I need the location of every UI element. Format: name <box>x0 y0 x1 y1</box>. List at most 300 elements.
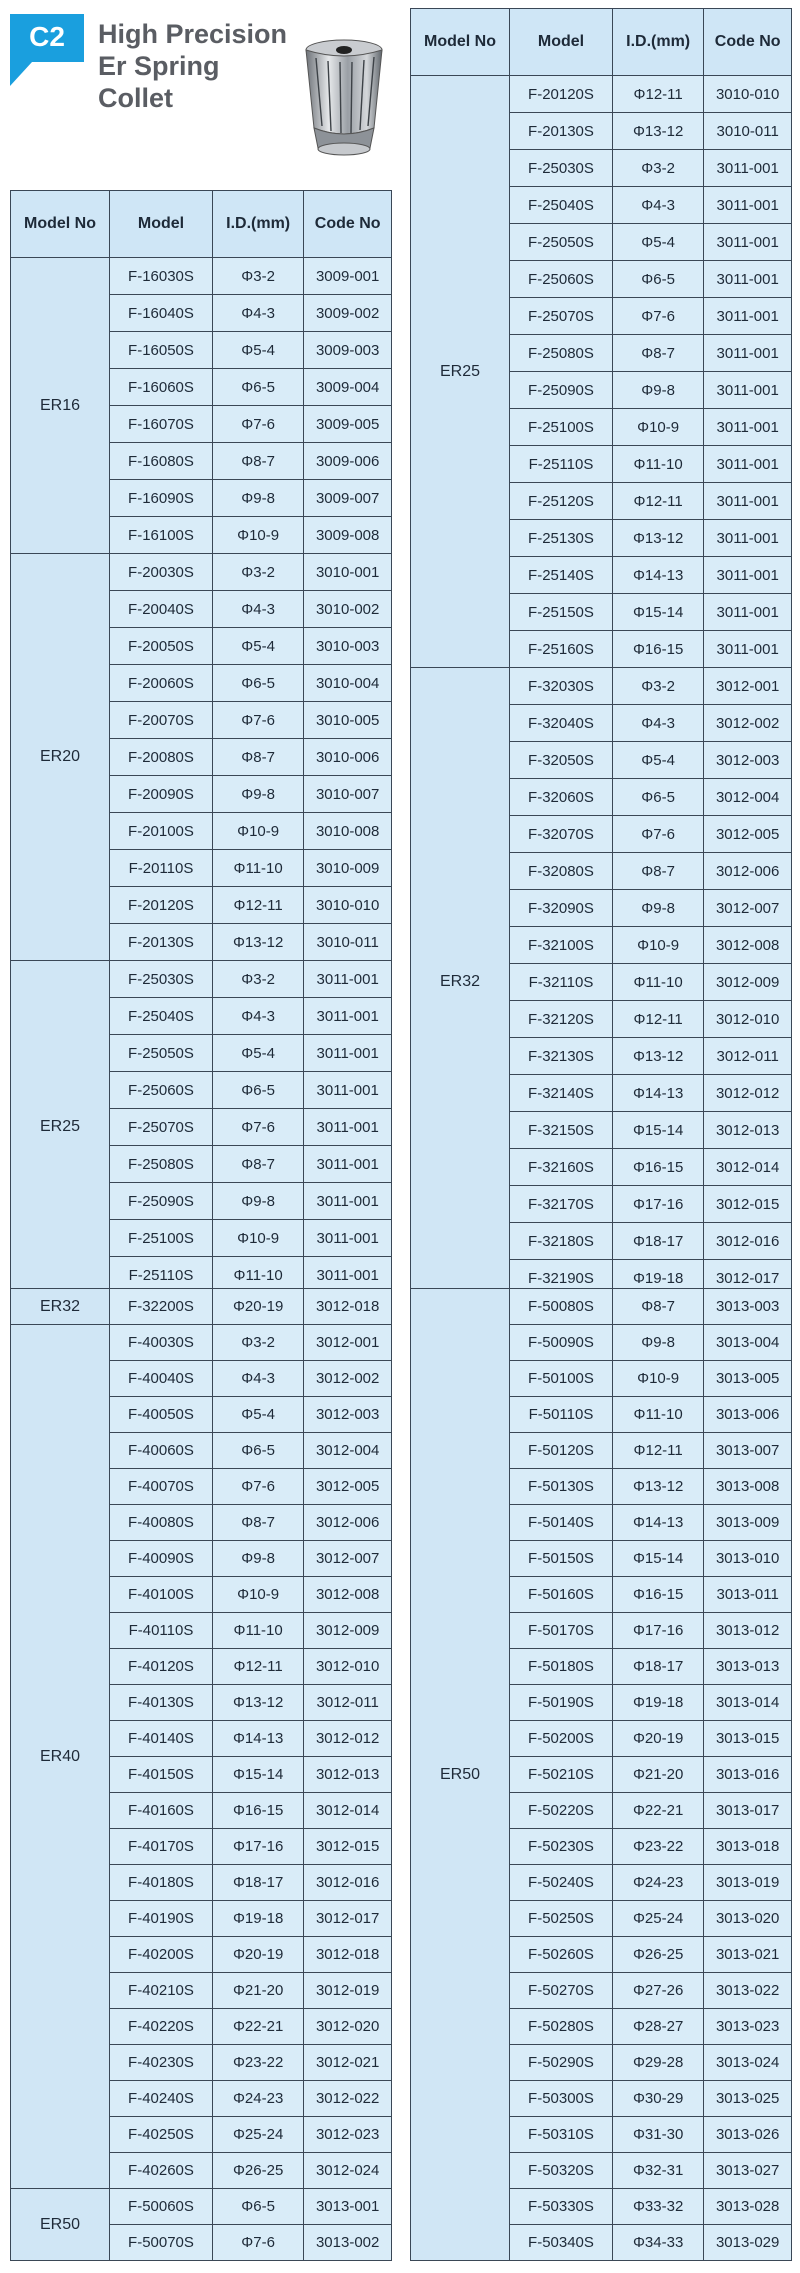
id-mm-cell: Φ7-6 <box>212 702 303 739</box>
id-mm-cell: Φ9-8 <box>212 480 303 517</box>
code-no-cell: 3012-024 <box>304 2153 392 2189</box>
model-cell: F-50090S <box>510 1325 613 1361</box>
code-no-cell: 3009-004 <box>304 369 392 406</box>
model-cell: F-50310S <box>510 2117 613 2153</box>
code-no-cell: 3010-003 <box>304 628 392 665</box>
id-mm-cell: Φ4-3 <box>212 591 303 628</box>
id-mm-cell: Φ9-8 <box>212 776 303 813</box>
code-no-cell: 3011-001 <box>704 557 792 594</box>
collet-table <box>410 8 792 1297</box>
model-cell: F-20050S <box>110 628 213 665</box>
id-mm-cell: Φ6-5 <box>212 2189 303 2225</box>
id-mm-cell: Φ8-7 <box>212 1505 303 1541</box>
id-mm-cell: Φ13-12 <box>212 924 303 961</box>
model-cell: F-25140S <box>510 557 613 594</box>
model-cell: F-40210S <box>110 1973 213 2009</box>
id-mm-cell: Φ34-33 <box>612 2225 703 2261</box>
model-cell: F-50230S <box>510 1829 613 1865</box>
model-cell: F-16080S <box>110 443 213 480</box>
model-cell: F-32170S <box>510 1186 613 1223</box>
model-cell: F-50270S <box>510 1973 613 2009</box>
collet-table <box>10 190 392 1294</box>
code-no-cell: 3013-003 <box>704 1289 792 1325</box>
id-mm-cell: Φ26-25 <box>212 2153 303 2189</box>
code-no-cell: 3012-005 <box>304 1469 392 1505</box>
id-mm-cell: Φ10-9 <box>212 1220 303 1257</box>
model-cell: F-50220S <box>510 1793 613 1829</box>
model-cell: F-50140S <box>510 1505 613 1541</box>
model-cell: F-25030S <box>110 961 213 998</box>
id-mm-cell: Φ8-7 <box>612 1289 703 1325</box>
model-cell: F-16050S <box>110 332 213 369</box>
table-row <box>11 554 392 591</box>
model-cell: F-16060S <box>110 369 213 406</box>
code-no-cell: 3012-002 <box>704 705 792 742</box>
model-cell: F-40260S <box>110 2153 213 2189</box>
id-mm-cell: Φ12-11 <box>612 1433 703 1469</box>
model-no-cell: ER25 <box>11 961 110 1294</box>
model-cell: F-16090S <box>110 480 213 517</box>
model-cell: F-32130S <box>510 1038 613 1075</box>
code-no-cell: 3013-028 <box>704 2189 792 2225</box>
model-cell: F-20110S <box>110 850 213 887</box>
code-no-cell: 3012-008 <box>704 927 792 964</box>
id-mm-cell: Φ6-5 <box>212 1072 303 1109</box>
id-mm-cell: Φ10-9 <box>212 813 303 850</box>
code-no-cell: 3012-011 <box>704 1038 792 1075</box>
code-no-cell: 3012-001 <box>304 1325 392 1361</box>
model-cell: F-20090S <box>110 776 213 813</box>
id-mm-cell: Φ14-13 <box>212 1721 303 1757</box>
id-mm-cell: Φ14-13 <box>612 557 703 594</box>
table-row <box>11 1289 392 1325</box>
code-no-cell: 3012-011 <box>304 1685 392 1721</box>
catalog-header <box>0 0 400 190</box>
model-cell: F-32060S <box>510 779 613 816</box>
id-mm-cell: Φ15-14 <box>612 594 703 631</box>
id-mm-cell: Φ12-11 <box>212 887 303 924</box>
id-mm-cell: Φ8-7 <box>612 853 703 890</box>
id-mm-cell: Φ7-6 <box>212 1469 303 1505</box>
model-cell: F-25100S <box>110 1220 213 1257</box>
id-mm-cell: Φ3-2 <box>212 1325 303 1361</box>
id-mm-cell: Φ16-15 <box>212 1793 303 1829</box>
id-mm-cell: Φ16-15 <box>612 1577 703 1613</box>
id-mm-cell: Φ4-3 <box>612 705 703 742</box>
table-row <box>411 76 792 113</box>
id-mm-cell: Φ25-24 <box>212 2117 303 2153</box>
id-mm-cell: Φ18-17 <box>212 1865 303 1901</box>
model-cell: F-25080S <box>110 1146 213 1183</box>
id-mm-cell: Φ21-20 <box>612 1757 703 1793</box>
id-mm-cell: Φ11-10 <box>212 850 303 887</box>
code-no-cell: 3011-001 <box>704 261 792 298</box>
code-no-cell: 3010-008 <box>304 813 392 850</box>
model-cell: F-50200S <box>510 1721 613 1757</box>
id-mm-cell: Φ6-5 <box>212 369 303 406</box>
table-header-row <box>11 191 392 258</box>
code-no-cell: 3013-024 <box>704 2045 792 2081</box>
id-mm-cell: Φ3-2 <box>212 554 303 591</box>
id-mm-cell: Φ9-8 <box>212 1541 303 1577</box>
id-mm-cell: Φ7-6 <box>212 1109 303 1146</box>
code-no-cell: 3011-001 <box>704 631 792 668</box>
code-no-cell: 3013-009 <box>704 1505 792 1541</box>
id-mm-cell: Φ11-10 <box>612 964 703 1001</box>
id-mm-cell: Φ4-3 <box>212 295 303 332</box>
id-mm-cell: Φ11-10 <box>612 446 703 483</box>
id-mm-cell: Φ17-16 <box>612 1613 703 1649</box>
collet-table-top-left <box>10 190 392 1294</box>
model-cell: F-16100S <box>110 517 213 554</box>
model-cell: F-25160S <box>510 631 613 668</box>
model-cell: F-25080S <box>510 335 613 372</box>
model-cell: F-25050S <box>110 1035 213 1072</box>
id-mm-cell: Φ14-13 <box>612 1075 703 1112</box>
id-mm-cell: Φ10-9 <box>612 927 703 964</box>
id-mm-cell: Φ7-6 <box>212 2225 303 2261</box>
id-mm-cell: Φ3-2 <box>212 961 303 998</box>
id-mm-cell: Φ6-5 <box>212 1433 303 1469</box>
id-mm-cell: Φ6-5 <box>212 665 303 702</box>
code-no-cell: 3013-010 <box>704 1541 792 1577</box>
model-cell: F-50280S <box>510 2009 613 2045</box>
code-no-cell: 3011-001 <box>704 446 792 483</box>
model-cell: F-25090S <box>110 1183 213 1220</box>
column-header: Code No <box>704 9 792 76</box>
section-badge-tail <box>10 62 32 86</box>
id-mm-cell: Φ8-7 <box>612 335 703 372</box>
code-no-cell: 3012-002 <box>304 1361 392 1397</box>
model-cell: F-40050S <box>110 1397 213 1433</box>
code-no-cell: 3012-023 <box>304 2117 392 2153</box>
id-mm-cell: Φ6-5 <box>612 261 703 298</box>
code-no-cell: 3012-007 <box>304 1541 392 1577</box>
code-no-cell: 3011-001 <box>704 409 792 446</box>
id-mm-cell: Φ15-14 <box>612 1541 703 1577</box>
model-no-cell: ER32 <box>11 1289 110 1325</box>
code-no-cell: 3011-001 <box>704 372 792 409</box>
id-mm-cell: Φ5-4 <box>212 628 303 665</box>
code-no-cell: 3010-004 <box>304 665 392 702</box>
code-no-cell: 3011-001 <box>304 1220 392 1257</box>
id-mm-cell: Φ31-30 <box>612 2117 703 2153</box>
model-cell: F-50250S <box>510 1901 613 1937</box>
model-cell: F-50130S <box>510 1469 613 1505</box>
code-no-cell: 3011-001 <box>704 298 792 335</box>
model-cell: F-50300S <box>510 2081 613 2117</box>
id-mm-cell: Φ13-12 <box>612 520 703 557</box>
code-no-cell: 3012-016 <box>304 1865 392 1901</box>
code-no-cell: 3012-013 <box>304 1757 392 1793</box>
code-no-cell: 3013-013 <box>704 1649 792 1685</box>
id-mm-cell: Φ28-27 <box>612 2009 703 2045</box>
id-mm-cell: Φ3-2 <box>612 668 703 705</box>
code-no-cell: 3012-016 <box>704 1223 792 1260</box>
id-mm-cell: Φ24-23 <box>612 1865 703 1901</box>
id-mm-cell: Φ20-19 <box>212 1289 303 1325</box>
model-cell: F-20120S <box>510 76 613 113</box>
code-no-cell: 3013-008 <box>704 1469 792 1505</box>
model-cell: F-32180S <box>510 1223 613 1260</box>
code-no-cell: 3010-002 <box>304 591 392 628</box>
model-cell: F-50070S <box>110 2225 213 2261</box>
model-cell: F-32100S <box>510 927 613 964</box>
id-mm-cell: Φ22-21 <box>212 2009 303 2045</box>
code-no-cell: 3013-001 <box>304 2189 392 2225</box>
collet-table-bottom-left <box>10 1288 392 2261</box>
model-cell: F-20120S <box>110 887 213 924</box>
code-no-cell: 3012-021 <box>304 2045 392 2081</box>
table-header-row <box>411 9 792 76</box>
code-no-cell: 3010-005 <box>304 702 392 739</box>
code-no-cell: 3013-027 <box>704 2153 792 2189</box>
model-cell: F-32090S <box>510 890 613 927</box>
title-line-1: High Precision <box>98 19 288 49</box>
model-cell: F-32150S <box>510 1112 613 1149</box>
page-title <box>98 18 287 114</box>
title-line-3: Collet <box>98 83 174 113</box>
title-line-2: Er Spring <box>98 51 220 81</box>
column-header: Model No <box>411 9 510 76</box>
collet-table <box>10 1288 392 2261</box>
code-no-cell: 3013-022 <box>704 1973 792 2009</box>
model-cell: F-32040S <box>510 705 613 742</box>
id-mm-cell: Φ10-9 <box>212 517 303 554</box>
code-no-cell: 3012-007 <box>704 890 792 927</box>
code-no-cell: 3010-011 <box>704 113 792 150</box>
code-no-cell: 3013-005 <box>704 1361 792 1397</box>
code-no-cell: 3013-026 <box>704 2117 792 2153</box>
id-mm-cell: Φ13-12 <box>612 113 703 150</box>
id-mm-cell: Φ29-28 <box>612 2045 703 2081</box>
model-cell: F-50120S <box>510 1433 613 1469</box>
id-mm-cell: Φ13-12 <box>612 1469 703 1505</box>
id-mm-cell: Φ14-13 <box>612 1505 703 1541</box>
table-row <box>11 961 392 998</box>
model-cell: F-50180S <box>510 1649 613 1685</box>
id-mm-cell: Φ8-7 <box>212 1146 303 1183</box>
section-badge: C2 <box>10 14 84 62</box>
id-mm-cell: Φ19-18 <box>612 1685 703 1721</box>
code-no-cell: 3009-003 <box>304 332 392 369</box>
id-mm-cell: Φ8-7 <box>212 739 303 776</box>
id-mm-cell: Φ24-23 <box>212 2081 303 2117</box>
id-mm-cell: Φ12-11 <box>612 1001 703 1038</box>
code-no-cell: 3011-001 <box>304 961 392 998</box>
id-mm-cell: Φ33-32 <box>612 2189 703 2225</box>
id-mm-cell: Φ26-25 <box>612 1937 703 1973</box>
code-no-cell: 3013-007 <box>704 1433 792 1469</box>
model-cell: F-40140S <box>110 1721 213 1757</box>
table-row <box>11 2189 392 2225</box>
model-cell: F-25060S <box>510 261 613 298</box>
model-cell: F-32200S <box>110 1289 213 1325</box>
id-mm-cell: Φ7-6 <box>612 298 703 335</box>
code-no-cell: 3012-022 <box>304 2081 392 2117</box>
model-cell: F-32050S <box>510 742 613 779</box>
model-cell: F-40170S <box>110 1829 213 1865</box>
model-cell: F-25130S <box>510 520 613 557</box>
column-header: Model <box>110 191 213 258</box>
code-no-cell: 3012-018 <box>304 1937 392 1973</box>
id-mm-cell: Φ10-9 <box>212 1577 303 1613</box>
id-mm-cell: Φ5-4 <box>612 224 703 261</box>
code-no-cell: 3011-001 <box>304 1109 392 1146</box>
code-no-cell: 3012-010 <box>304 1649 392 1685</box>
code-no-cell: 3012-009 <box>704 964 792 1001</box>
code-no-cell: 3013-021 <box>704 1937 792 1973</box>
model-cell: F-25060S <box>110 1072 213 1109</box>
model-cell: F-50210S <box>510 1757 613 1793</box>
code-no-cell: 3012-008 <box>304 1577 392 1613</box>
table-row <box>411 668 792 705</box>
model-cell: F-50320S <box>510 2153 613 2189</box>
model-cell: F-32110S <box>510 964 613 1001</box>
code-no-cell: 3013-023 <box>704 2009 792 2045</box>
id-mm-cell: Φ10-9 <box>612 1361 703 1397</box>
model-cell: F-20080S <box>110 739 213 776</box>
model-cell: F-25110S <box>110 1257 213 1294</box>
model-cell: F-50110S <box>510 1397 613 1433</box>
code-no-cell: 3012-005 <box>704 816 792 853</box>
code-no-cell: 3013-019 <box>704 1865 792 1901</box>
model-cell: F-25070S <box>510 298 613 335</box>
model-cell: F-40250S <box>110 2117 213 2153</box>
model-cell: F-16040S <box>110 295 213 332</box>
model-cell: F-32030S <box>510 668 613 705</box>
model-no-cell: ER50 <box>411 1289 510 2261</box>
table-row <box>11 258 392 295</box>
code-no-cell: 3012-006 <box>704 853 792 890</box>
model-cell: F-50170S <box>510 1613 613 1649</box>
code-no-cell: 3013-015 <box>704 1721 792 1757</box>
code-no-cell: 3013-006 <box>704 1397 792 1433</box>
id-mm-cell: Φ12-11 <box>612 76 703 113</box>
id-mm-cell: Φ30-29 <box>612 2081 703 2117</box>
model-cell: F-32190S <box>510 1260 613 1297</box>
id-mm-cell: Φ17-16 <box>212 1829 303 1865</box>
model-cell: F-25090S <box>510 372 613 409</box>
code-no-cell: 3013-029 <box>704 2225 792 2261</box>
model-cell: F-20070S <box>110 702 213 739</box>
model-cell: F-40080S <box>110 1505 213 1541</box>
model-no-cell: ER32 <box>411 668 510 1297</box>
code-no-cell: 3013-020 <box>704 1901 792 1937</box>
model-cell: F-40200S <box>110 1937 213 1973</box>
id-mm-cell: Φ8-7 <box>212 443 303 480</box>
model-no-cell: ER25 <box>411 76 510 668</box>
code-no-cell: 3010-007 <box>304 776 392 813</box>
code-no-cell: 3011-001 <box>704 187 792 224</box>
model-cell: F-50080S <box>510 1289 613 1325</box>
id-mm-cell: Φ25-24 <box>612 1901 703 1937</box>
code-no-cell: 3011-001 <box>704 520 792 557</box>
collet-table-bottom-right <box>410 1288 792 2261</box>
model-cell: F-50340S <box>510 2225 613 2261</box>
id-mm-cell: Φ6-5 <box>612 779 703 816</box>
model-cell: F-50150S <box>510 1541 613 1577</box>
code-no-cell: 3012-015 <box>304 1829 392 1865</box>
code-no-cell: 3011-001 <box>704 594 792 631</box>
id-mm-cell: Φ5-4 <box>212 332 303 369</box>
code-no-cell: 3011-001 <box>704 335 792 372</box>
code-no-cell: 3013-012 <box>704 1613 792 1649</box>
code-no-cell: 3010-009 <box>304 850 392 887</box>
id-mm-cell: Φ5-4 <box>212 1035 303 1072</box>
id-mm-cell: Φ7-6 <box>612 816 703 853</box>
id-mm-cell: Φ16-15 <box>612 1149 703 1186</box>
id-mm-cell: Φ11-10 <box>612 1397 703 1433</box>
code-no-cell: 3010-001 <box>304 554 392 591</box>
code-no-cell: 3010-006 <box>304 739 392 776</box>
code-no-cell: 3009-007 <box>304 480 392 517</box>
id-mm-cell: Φ18-17 <box>612 1649 703 1685</box>
id-mm-cell: Φ20-19 <box>612 1721 703 1757</box>
model-cell: F-40130S <box>110 1685 213 1721</box>
model-cell: F-25040S <box>510 187 613 224</box>
id-mm-cell: Φ13-12 <box>212 1685 303 1721</box>
code-no-cell: 3011-001 <box>704 483 792 520</box>
model-cell: F-40070S <box>110 1469 213 1505</box>
id-mm-cell: Φ5-4 <box>612 742 703 779</box>
id-mm-cell: Φ9-8 <box>612 890 703 927</box>
collet-image <box>300 36 388 156</box>
id-mm-cell: Φ32-31 <box>612 2153 703 2189</box>
model-cell: F-40110S <box>110 1613 213 1649</box>
model-cell: F-25120S <box>510 483 613 520</box>
id-mm-cell: Φ27-26 <box>612 1973 703 2009</box>
model-cell: F-20130S <box>510 113 613 150</box>
code-no-cell: 3012-019 <box>304 1973 392 2009</box>
id-mm-cell: Φ4-3 <box>212 1361 303 1397</box>
id-mm-cell: Φ22-21 <box>612 1793 703 1829</box>
code-no-cell: 3012-015 <box>704 1186 792 1223</box>
model-cell: F-25100S <box>510 409 613 446</box>
model-cell: F-40100S <box>110 1577 213 1613</box>
code-no-cell: 3010-010 <box>304 887 392 924</box>
id-mm-cell: Φ10-9 <box>612 409 703 446</box>
model-cell: F-20130S <box>110 924 213 961</box>
code-no-cell: 3010-010 <box>704 76 792 113</box>
id-mm-cell: Φ13-12 <box>612 1038 703 1075</box>
model-cell: F-50240S <box>510 1865 613 1901</box>
model-cell: F-50260S <box>510 1937 613 1973</box>
model-no-cell: ER50 <box>11 2189 110 2261</box>
model-cell: F-20040S <box>110 591 213 628</box>
id-mm-cell: Φ23-22 <box>612 1829 703 1865</box>
id-mm-cell: Φ19-18 <box>212 1901 303 1937</box>
model-cell: F-32120S <box>510 1001 613 1038</box>
model-cell: F-40160S <box>110 1793 213 1829</box>
model-cell: F-50330S <box>510 2189 613 2225</box>
model-cell: F-40120S <box>110 1649 213 1685</box>
model-cell: F-40230S <box>110 2045 213 2081</box>
id-mm-cell: Φ7-6 <box>212 406 303 443</box>
collet-table <box>410 1288 792 2261</box>
id-mm-cell: Φ18-17 <box>612 1223 703 1260</box>
id-mm-cell: Φ4-3 <box>212 998 303 1035</box>
model-cell: F-32070S <box>510 816 613 853</box>
id-mm-cell: Φ15-14 <box>212 1757 303 1793</box>
model-cell: F-25050S <box>510 224 613 261</box>
id-mm-cell: Φ23-22 <box>212 2045 303 2081</box>
code-no-cell: 3013-017 <box>704 1793 792 1829</box>
table-row <box>11 1325 392 1361</box>
model-cell: F-40060S <box>110 1433 213 1469</box>
model-cell: F-50100S <box>510 1361 613 1397</box>
code-no-cell: 3012-003 <box>304 1397 392 1433</box>
